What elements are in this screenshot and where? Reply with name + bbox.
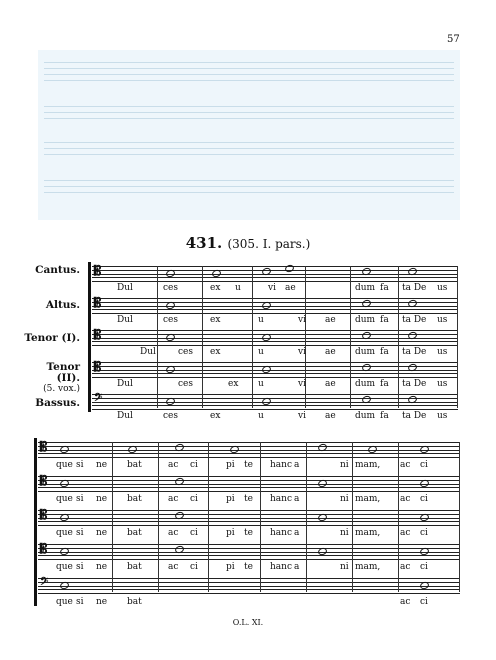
lyric: ne [96, 494, 108, 504]
voice-label-bassus: Bassus. [35, 397, 80, 409]
clef-icon: 𝄡 [40, 542, 48, 557]
lyric: ne [96, 528, 108, 538]
barline [306, 442, 307, 592]
lyric: a [294, 494, 300, 504]
lyric: te [244, 562, 253, 572]
lyric: mam, [355, 562, 381, 572]
barline [202, 266, 203, 408]
piece-number: 431. [185, 234, 223, 252]
lyric: bat [127, 597, 142, 607]
lyric: ex [210, 315, 221, 325]
lyric: ci [420, 460, 428, 470]
lyric: ta De [402, 315, 427, 325]
lyric: ta De [402, 283, 427, 293]
lyric: fa [380, 315, 389, 325]
lyric: pi [226, 460, 235, 470]
lyric: si [76, 562, 84, 572]
staff-bassus [92, 394, 458, 410]
lyric: dum [355, 347, 376, 357]
lyric: ces [178, 379, 193, 389]
lyric: ac [400, 562, 411, 572]
lyric: te [244, 460, 253, 470]
staff-bassus [38, 578, 460, 594]
lyric: u [235, 283, 241, 293]
lyric: a [294, 562, 300, 572]
lyric: ni [340, 528, 349, 538]
lyric: ci [190, 460, 198, 470]
lyric: bat [127, 528, 142, 538]
staff-tenor1 [92, 330, 458, 346]
lyric: ae [285, 283, 296, 293]
lyric: te [244, 494, 253, 504]
lyric: pi [226, 562, 235, 572]
lyric: ces [163, 411, 178, 421]
barline [158, 442, 159, 592]
lyric: bat [127, 494, 142, 504]
lyric: hanc [270, 494, 292, 504]
lyric: fa [380, 411, 389, 421]
lyric: a [294, 460, 300, 470]
lyric: u [258, 315, 264, 325]
lyric: mam, [355, 494, 381, 504]
bleed-through-region [38, 50, 460, 220]
lyric: u [258, 347, 264, 357]
voice-label-tenor1: Tenor (I). [24, 332, 80, 344]
staff-altus [38, 476, 460, 492]
lyric: ces [163, 315, 178, 325]
lyric: ne [96, 460, 108, 470]
lyric: u [258, 411, 264, 421]
lyric: que [56, 494, 73, 504]
lyric: bat [127, 562, 142, 572]
lyric: dum [355, 379, 376, 389]
lyric: ci [420, 528, 428, 538]
barline [398, 442, 399, 592]
lyric: ex [210, 411, 221, 421]
lyric: si [76, 494, 84, 504]
barline [260, 442, 261, 592]
lyric: ac [400, 597, 411, 607]
clef-icon: 𝄢 [40, 576, 49, 591]
lyric: que [56, 528, 73, 538]
barline [252, 266, 253, 408]
clef-icon: 𝄡 [40, 508, 48, 523]
lyric: us [437, 379, 448, 389]
lyric: ni [340, 562, 349, 572]
lyric: ex [210, 283, 221, 293]
voice-label-altus: Altus. [45, 299, 80, 311]
lyric: ac [168, 460, 179, 470]
lyric: Dul [117, 283, 133, 293]
lyric: fa [380, 347, 389, 357]
lyric: ni [340, 494, 349, 504]
piece-heading [0, 234, 496, 252]
lyric: ae [325, 379, 336, 389]
lyric: vi [298, 411, 306, 421]
lyric: vi [298, 379, 306, 389]
lyric: ci [420, 562, 428, 572]
lyric: ci [420, 597, 428, 607]
lyric: ci [190, 562, 198, 572]
barline [157, 266, 158, 408]
lyric: dum [355, 315, 376, 325]
lyric: fa [380, 283, 389, 293]
lyric: ces [163, 283, 178, 293]
lyric: ne [96, 562, 108, 572]
lyric: ta De [402, 347, 427, 357]
lyric: vi [268, 283, 276, 293]
lyric: ci [190, 528, 198, 538]
lyric: ac [168, 528, 179, 538]
staff-cantus [92, 266, 458, 282]
clef-icon: 𝄡 [94, 296, 102, 311]
lyric: ci [420, 494, 428, 504]
barline [350, 266, 351, 408]
clef-icon: 𝄡 [94, 360, 102, 375]
lyric: bat [127, 460, 142, 470]
lyric: us [437, 315, 448, 325]
lyric: Dul [117, 379, 133, 389]
lyric: ci [190, 494, 198, 504]
barline [352, 442, 353, 592]
clef-icon: 𝄡 [40, 440, 48, 455]
barline [112, 442, 113, 592]
lyric: ces [178, 347, 193, 357]
lyric: que [56, 562, 73, 572]
clef-icon: 𝄡 [94, 328, 102, 343]
lyric: a [294, 528, 300, 538]
lyric: Dul [140, 347, 156, 357]
lyric: ae [325, 347, 336, 357]
lyric: pi [226, 528, 235, 538]
lyric: si [76, 528, 84, 538]
lyric: us [437, 347, 448, 357]
lyric: mam, [355, 528, 381, 538]
system-2-bracket [34, 438, 37, 606]
barline [459, 442, 460, 592]
clef-icon: 𝄡 [40, 474, 48, 489]
lyric: ta De [402, 379, 427, 389]
lyric: ac [400, 528, 411, 538]
lyric: ex [210, 347, 221, 357]
system-1-bracket [88, 262, 91, 412]
staff-tenor2 [92, 362, 458, 378]
piece-subtitle: (305. I. pars.) [227, 237, 311, 251]
lyric: ni [340, 460, 349, 470]
barline [208, 442, 209, 592]
lyric: ac [168, 562, 179, 572]
staff-tenor1 [38, 510, 460, 526]
lyric: ac [168, 494, 179, 504]
barline [457, 266, 458, 408]
lyric: ac [400, 494, 411, 504]
lyric: vi [298, 315, 306, 325]
clef-icon: 𝄢 [94, 392, 103, 407]
lyric: u [258, 379, 264, 389]
lyric: ac [400, 460, 411, 470]
staff-altus [92, 298, 458, 314]
barline [398, 266, 399, 408]
staff-tenor2 [38, 544, 460, 560]
lyric: pi [226, 494, 235, 504]
voice-label-cantus: Cantus. [35, 264, 80, 276]
staff-cantus [38, 442, 460, 458]
lyric: hanc [270, 562, 292, 572]
lyric: que [56, 597, 73, 607]
lyric: dum [355, 283, 376, 293]
lyric: us [437, 283, 448, 293]
lyric: Dul [117, 315, 133, 325]
lyric: ae [325, 411, 336, 421]
page-number: 57 [447, 34, 460, 45]
lyric: ae [325, 315, 336, 325]
lyric: te [244, 528, 253, 538]
lyric: hanc [270, 460, 292, 470]
lyric: fa [380, 379, 389, 389]
voice-label-tenor2: Tenor (II). (5. vox.) [43, 361, 80, 394]
lyric: ne [96, 597, 108, 607]
clef-icon: 𝄡 [94, 264, 102, 279]
lyric: Dul [117, 411, 133, 421]
lyric: us [437, 411, 448, 421]
lyric: si [76, 460, 84, 470]
lyric: que [56, 460, 73, 470]
lyric: dum [355, 411, 376, 421]
page-footer: O.L. XI. [232, 618, 264, 627]
lyric: hanc [270, 528, 292, 538]
lyric: si [76, 597, 84, 607]
lyric: ex [228, 379, 239, 389]
lyric: vi [298, 347, 306, 357]
lyric: mam, [355, 460, 381, 470]
lyric: ta De [402, 411, 427, 421]
